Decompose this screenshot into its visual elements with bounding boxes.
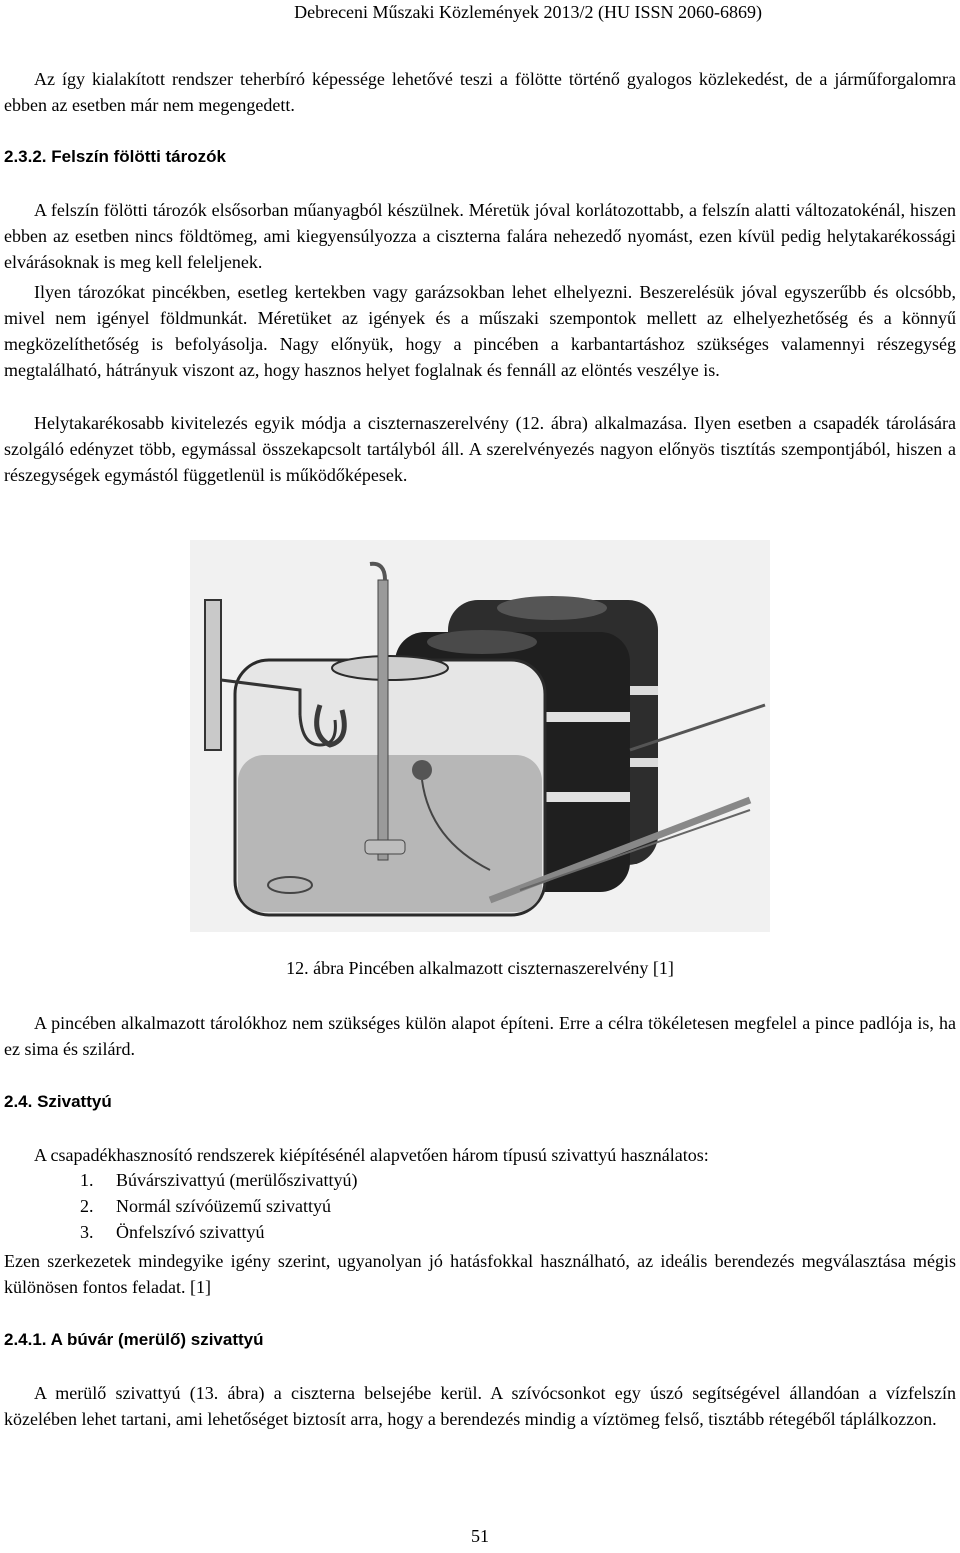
paragraph-surface-tanks: A felszín fölötti tározók elsősorban műanyagból készülnek. Méretük jóval korlátozottabb, a felszín alatti változatokénál, hiszen ebben az esetben nincs földtömeg, ami kiegyensúlyozza a ciszterna falára nehezedő nyomást, ezen kívül pedig helytakarékossági elvárásoknak is meg kell feleljenek.	[4, 200, 956, 272]
tank-assembly-drawing	[190, 540, 770, 932]
paragraph-intro: Az így kialakított rendszer teherbíró képessége lehetővé teszi a fölötte történő gyalogos közlekedést, de a járműforgalomra ebben az esetben már nem megengedett.	[4, 69, 956, 115]
suction-float	[412, 760, 432, 780]
section-heading-2-4: 2.4. Szivattyú	[4, 1092, 112, 1111]
list-number: 2.	[80, 1196, 94, 1216]
paragraph-tank-assembly: Helytakarékosabb kivitelezés egyik módja a ciszternaszerelvény (12. ábra) alkalmazása. Ilyen esetben a csapadék tárolására szolgáló edényzet több, egymással összekapcsolt tartályból áll. A szerelvényezés nagyon előnyös tisztítás szempontjából, hiszen a részegységek egymástól függetlenül is működőképesek.	[4, 413, 956, 485]
list-text: Önfelszívó szivattyú	[116, 1222, 265, 1242]
list-number: 1.	[80, 1170, 94, 1190]
running-header: Debreceni Műszaki Közlemények 2013/2 (HU ISSN 2060-6869)	[294, 2, 762, 22]
figure-tank-assembly-illustration	[190, 540, 770, 932]
list-text: Búvárszivattyú (merülőszivattyú)	[116, 1170, 358, 1190]
list-item	[80, 1196, 331, 1217]
section-heading-2-3-2: 2.3.2. Felszín fölötti tározók	[4, 147, 226, 166]
paragraph-pump-types: A csapadékhasznosító rendszerek kiépítésénél alapvetően három típusú szivattyú használatos:	[34, 1145, 709, 1165]
figure-caption: 12. ábra Pincében alkalmazott ciszternaszerelvény [1]	[286, 958, 674, 978]
page-number: 51	[471, 1526, 489, 1546]
list-item	[80, 1222, 264, 1243]
front-tank-cutaway	[235, 656, 545, 915]
paragraph-cellar-placement: Ilyen tározókat pincékben, esetleg kertekben vagy garázsokban lehet elhelyezni. Beszerelésük jóval egyszerűbb és olcsóbb, mivel nem igényel földmunkát. Méretüket az igények és a műszaki szempontok mellett az elhelyezhetőség és a könnyű megközelíthetőség is befolyásolja. Nagy előnyük, hogy a pincében a karbantartáshoz szükséges valamennyi részegység megtalálható, hátrányuk viszont az, hogy hasznos helyet foglalnak és fennáll az elöntés veszélye is.	[4, 282, 956, 380]
paragraph-pump-selection: Ezen szerkezetek mindegyike igény szerint, ugyanolyan jó hatásfokkal használható, az ideális berendezés megválasztása mégis különösen fontos feladat. [1]	[4, 1251, 956, 1297]
list-text: Normál szívóüzemű szivattyú	[116, 1196, 331, 1216]
list-item	[80, 1170, 357, 1191]
list-number: 3.	[80, 1222, 94, 1242]
section-heading-2-4-1: 2.4.1. A búvár (merülő) szivattyú	[4, 1330, 264, 1349]
paragraph-cellar-foundation: A pincében alkalmazott tárolókhoz nem szükséges külön alapot építeni. Erre a célra tökéletesen megfelel a pince padlója is, ha ez sima és szilárd.	[4, 1013, 956, 1059]
paragraph-submersible-pump: A merülő szivattyú (13. ábra) a ciszterna belsejébe kerül. A szívócsonkot egy úszó segítségével állandóan a vízfelszín közelében lehet tartani, ami lehetőséget biztosít arra, hogy a berendezés mindig a víztömeg felső, tisztább rétegéből táplálkozzon.	[4, 1383, 956, 1429]
